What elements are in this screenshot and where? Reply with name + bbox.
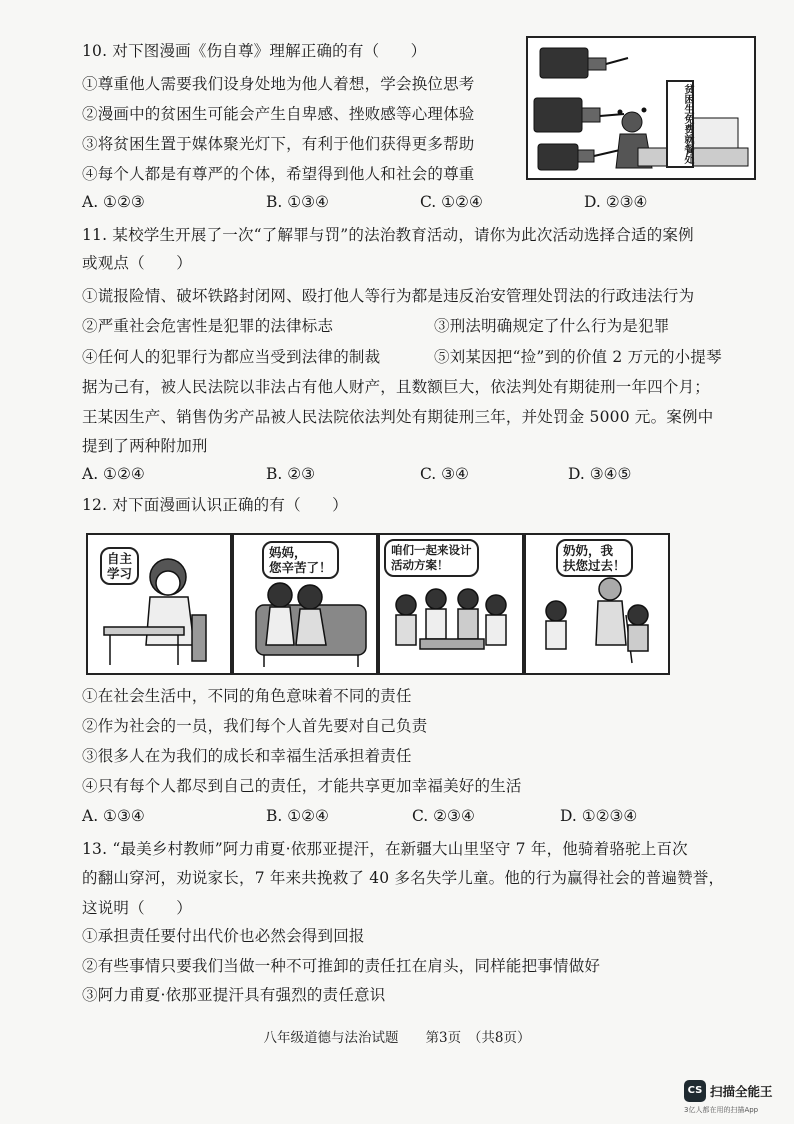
q12-panel-4-bubble <box>556 539 633 577</box>
q10-option-d: D. ②③④ <box>584 193 648 211</box>
q13-statement: ①承担责任要付出代价也必然会得到回报 <box>82 927 365 945</box>
q11-statement: 王某因生产、销售伪劣产品被人民法院依法判处有期徒刑三年，并处罚金 5000 元。案例中 <box>82 408 714 426</box>
q11-option-c: C. ③④ <box>420 465 469 483</box>
q12-panel-4-text: 扶您过去！ <box>563 558 626 573</box>
q11-option-d: D. ③④⑤ <box>568 465 632 483</box>
q12-panel-1-text: 学习 <box>107 566 133 581</box>
q12-option-a: A. ①③④ <box>82 807 145 825</box>
q11-stem: 或观点（ ） <box>82 254 192 272</box>
q12-panel-2-bubble <box>262 541 339 579</box>
q10-option-a: A. ①②③ <box>82 193 145 211</box>
q12-statement: ④只有每个人都尽到自己的责任，才能共享更加幸福美好的生活 <box>82 777 522 795</box>
q13-statement: ③阿力甫夏·依那亚提汗具有强烈的责任意识 <box>82 986 386 1004</box>
q13-statement: ②有些事情只要我们当做一种不可推卸的责任扛在肩头，同样能把事情做好 <box>82 957 601 975</box>
q11-statement: ②严重社会危害性是犯罪的法律标志 <box>82 317 334 335</box>
q10-option-b: B. ①③④ <box>266 193 329 211</box>
q10-cartoon <box>526 36 756 180</box>
q11-statement: ③刑法明确规定了什么行为是犯罪 <box>434 317 670 335</box>
q12-comic-panel-1 <box>86 533 232 675</box>
q11-option-a: A. ①②④ <box>82 465 145 483</box>
q12-stem: 12. 对下面漫画认识正确的有（ ） <box>82 496 348 514</box>
q12-statement: ①在社会生活中，不同的角色意味着不同的责任 <box>82 687 412 705</box>
q10-statement: ④每个人都是有尊严的个体，希望得到他人和社会的尊重 <box>82 165 475 183</box>
q13-stem: 13. “最美乡村教师”阿力甫夏·依那亚提汗，在新疆大山里坚守 7 年，他骑着骆驼上百次 <box>82 840 688 858</box>
watermark-app-name: 扫描全能王 <box>710 1084 773 1099</box>
q12-statement: ③很多人在为我们的成长和幸福生活承担着责任 <box>82 747 412 765</box>
q12-option-b: B. ①②④ <box>266 807 329 825</box>
q12-panel-1-text: 自主 <box>107 551 133 566</box>
cs-logo-icon: CS <box>684 1080 706 1102</box>
q12-panel-1-sign <box>100 547 139 585</box>
q10-statement: ①尊重他人需要我们设身处地为他人着想，学会换位思考 <box>82 75 475 93</box>
q12-statement: ②作为社会的一员，我们每个人首先要对自己负责 <box>82 717 428 735</box>
q10-stem: 10. 对下图漫画《伤自尊》理解正确的有（ ） <box>82 42 427 60</box>
q12-panel-3-bubble <box>384 539 479 577</box>
q13-stem: 的翻山穿河，劝说家长，7 年来共挽救了 40 多名失学儿童。他的行为赢得社会的普遍赞誉， <box>82 869 725 887</box>
q12-panel-3-text: 活动方案！ <box>391 558 449 572</box>
q12-option-c: C. ②③④ <box>412 807 475 825</box>
q13-stem: 这说明（ ） <box>82 899 192 917</box>
scanner-watermark <box>684 1080 790 1116</box>
q12-panel-3-text: 咱们一起来设计 <box>391 543 472 557</box>
q10-option-c: C. ①②④ <box>420 193 483 211</box>
q11-statement: ④任何人的犯罪行为都应当受到法律的制裁 <box>82 348 381 366</box>
q12-panel-4-text: 奶奶，我 <box>563 543 614 558</box>
q11-statement: ⑤刘某因把“捡”到的价值 2 万元的小提琴 <box>434 348 722 366</box>
q11-option-b: B. ②③ <box>266 465 316 483</box>
q11-statement: 据为己有，被人民法院以非法占有他人财产，且数额巨大，依法判处有期徒刑一年四个月； <box>82 378 711 396</box>
q12-panel-2-text: 您辛苦了！ <box>269 560 332 575</box>
q12-comic-panel-4 <box>524 533 670 675</box>
q12-option-d: D. ①②③④ <box>560 807 638 825</box>
q10-statement: ②漫画中的贫困生可能会产生自卑感、挫败感等心理体验 <box>82 105 475 123</box>
watermark-tagline: 3亿人都在用的扫描App <box>684 1106 759 1114</box>
camera-icon <box>534 48 606 170</box>
page-footer: 八年级道德与法治试题 第3页 （共8页） <box>263 1030 531 1046</box>
q11-statement: 提到了两种附加刑 <box>82 437 208 455</box>
q12-comic-panel-3 <box>378 533 524 675</box>
q10-cartoon-art <box>528 38 754 178</box>
q11-statement: ①谎报险情、破坏铁路封闭网、殴打他人等行为都是违反治安管理处罚法的行政违法行为 <box>82 287 695 305</box>
q10-statement: ③将贫困生置于媒体聚光灯下，有利于他们获得更多帮助 <box>82 135 475 153</box>
q10-cartoon-sign: 贫困生免费就餐处 <box>666 80 694 168</box>
q12-comic-panel-2 <box>232 533 378 675</box>
q12-panel-2-text: 妈妈， <box>269 545 307 560</box>
q11-stem: 11. 某校学生开展了一次“了解罪与罚”的法治教育活动，请你为此次活动选择合适的案例 <box>82 226 694 244</box>
